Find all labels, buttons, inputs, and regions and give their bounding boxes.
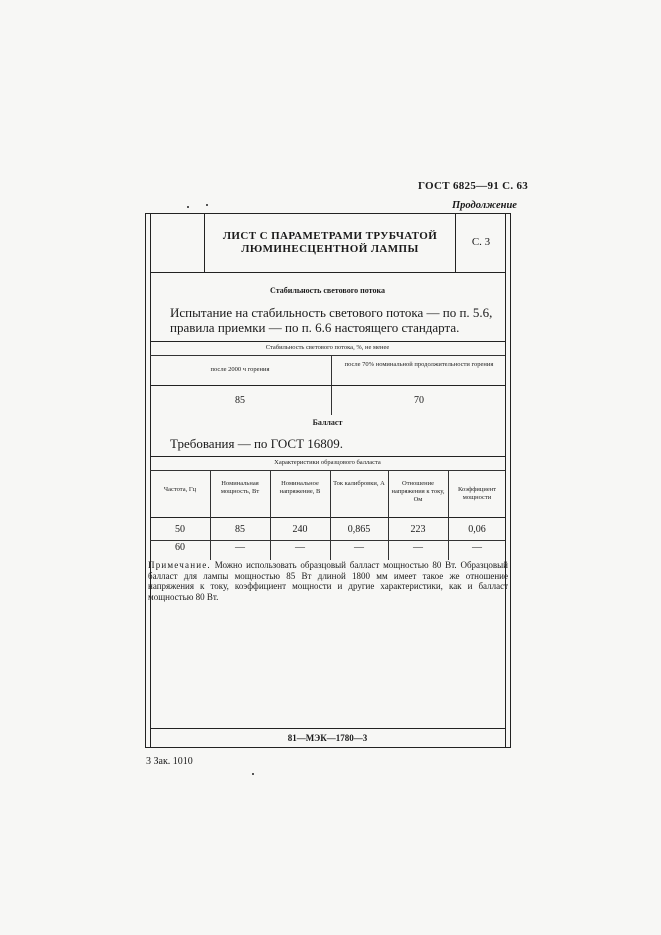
table-cell: — (235, 542, 245, 553)
title-block-divider (204, 213, 205, 273)
note (148, 560, 508, 602)
document-reference: ГОСТ 6825—91 С. 63 (418, 180, 529, 192)
note-label: Примечание. (148, 560, 211, 570)
table-rule (150, 540, 505, 541)
table-header-cell: Ток калибровки, А (333, 480, 385, 487)
sheet-title-line: ЛЮМИНЕСЦЕНТНОЙ ЛАМПЫ (241, 243, 419, 255)
sheet-title (206, 230, 454, 256)
section-heading: Стабильность светового потока (270, 286, 385, 295)
sheet-number: С. 3 (471, 236, 491, 248)
table-header-cell: Номинальное напряжение, В (279, 480, 321, 495)
table-cell: 85 (235, 395, 245, 406)
table-rule (150, 456, 505, 457)
table-rule (150, 470, 505, 471)
table-column-divider (210, 470, 211, 560)
table-rule (150, 517, 505, 518)
table-caption: Стабильность светового потока, %, не менее (265, 344, 390, 351)
table-cell: — (354, 542, 364, 553)
table-cell: 0,06 (468, 524, 486, 535)
table-header-cell: после 2000 ч горения (210, 366, 270, 373)
table-header-cell: после 70% номинальной продолжительности горения (344, 361, 494, 368)
frame-inner-right-line (505, 213, 506, 748)
table-cell: 50 (175, 524, 185, 535)
table-header-cell: Отношение напряжения к току, Ом (391, 480, 445, 503)
table-cell: 85 (235, 524, 245, 535)
footer-code: 81—МЭК—1780—3 (287, 733, 368, 743)
table-column-divider (448, 470, 449, 560)
section-text: Испытание на стабильность светового потока — по п. 5.6, правила приемки — по п. 6.6 настоящего стандарта. (170, 305, 493, 335)
title-block-divider (455, 213, 456, 273)
table-header-cell: Номинальная мощность, Вт (220, 480, 260, 495)
note-text: Можно использовать образцовый балласт мощностью 80 Вт. Образцовый балласт для лампы мощностью 85 Вт длиной 1800 мм имеет такое же отношение напряжения к току, коэффициент мощности и другие характеристики, как и балласт мощностью 80 Вт. (148, 560, 508, 602)
section-heading: Балласт (312, 418, 343, 427)
order-number: 3 Зак. 1010 (146, 756, 193, 767)
table-cell: — (472, 542, 482, 553)
continued-label: Продолжение (452, 200, 517, 211)
scan-speck (206, 204, 208, 206)
table-cell: 240 (292, 524, 308, 535)
table-cell: 223 (410, 524, 426, 535)
table-cell: 0,865 (347, 524, 371, 535)
table-rule (150, 385, 505, 386)
section-text: Требования — по ГОСТ 16809. (170, 436, 344, 451)
table-rule (150, 341, 505, 342)
scan-speck (187, 206, 189, 208)
table-header-cell: Частота, Гц (163, 486, 197, 493)
table-header-cell: Коэффициент мощности (457, 486, 497, 501)
table-cell: 70 (414, 395, 424, 406)
footer-rule (150, 728, 505, 729)
table-column-divider (270, 470, 271, 560)
table-cell: — (413, 542, 423, 553)
table-rule (150, 355, 505, 356)
scan-speck (252, 773, 254, 775)
table-column-divider (388, 470, 389, 560)
table-cell: 60 (175, 542, 185, 553)
sheet-title-line: ЛИСТ С ПАРАМЕТРАМИ ТРУБЧАТОЙ (222, 230, 438, 242)
table-column-divider (330, 470, 331, 560)
table-cell: — (295, 542, 305, 553)
table-caption: Характеристики образцового балласта (274, 459, 381, 466)
